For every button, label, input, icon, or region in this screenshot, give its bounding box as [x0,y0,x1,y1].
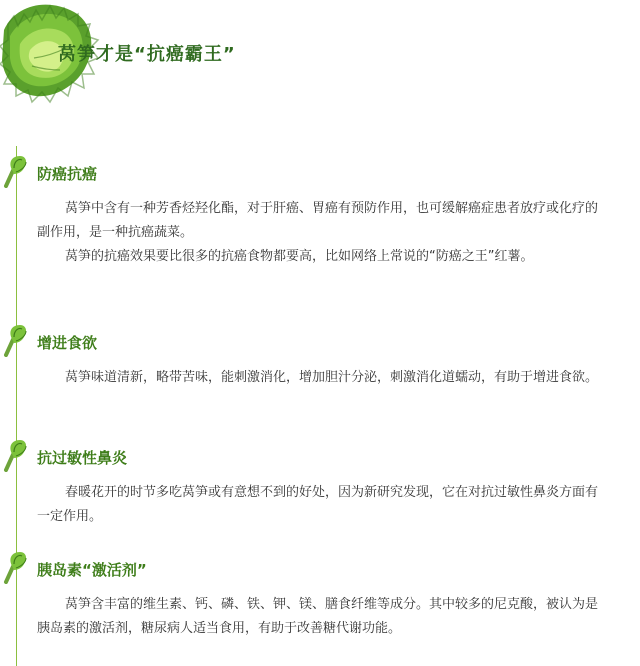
lettuce-stalk-icon [0,550,28,584]
paragraph: 莴笋味道清新，略带苦味，能刺激消化，增加胆汁分泌，刺激消化道蠕动，有助于增进食欲。 [65,370,599,385]
section-body [37,593,603,641]
timeline-divider [16,146,17,666]
paragraph: 莴笋中含有一种芳香烃羟化酯，对于肝癌、胃癌有预防作用，也可缓解癌症患者放疗或化疗的副作用，是一种抗癌蔬菜。 [37,201,599,240]
page-title: 莴笋才是“抗癌霸王” [58,44,236,65]
lettuce-stalk-icon [0,438,28,472]
section-title: 抗过敏性鼻炎 [37,449,128,467]
paragraph: 莴笋含丰富的维生素、钙、磷、铁、钾、镁、膳食纤维等成分。其中较多的尼克酸，被认为是胰岛素的激活剂，糖尿病人适当食用，有助于改善糖代谢功能。 [37,597,599,636]
section-title: 胰岛素“激活剂” [37,561,147,579]
paragraph: 莴笋的抗癌效果要比很多的抗癌食物都要高，比如网络上常说的“防癌之王”红薯。 [65,249,534,264]
section-title: 增进食欲 [37,334,98,352]
paragraph: 春暖花开的时节多吃莴笋或有意想不到的好处，因为新研究发现，它在对抗过敏性鼻炎方面有一定作用。 [37,485,599,524]
section-body [37,197,603,269]
lettuce-stalk-icon [0,323,28,357]
section-body [37,481,603,529]
section-title: 防癌抗癌 [37,165,98,183]
lettuce-stalk-icon [0,154,28,188]
section-body [37,366,603,390]
article-header [0,0,640,110]
